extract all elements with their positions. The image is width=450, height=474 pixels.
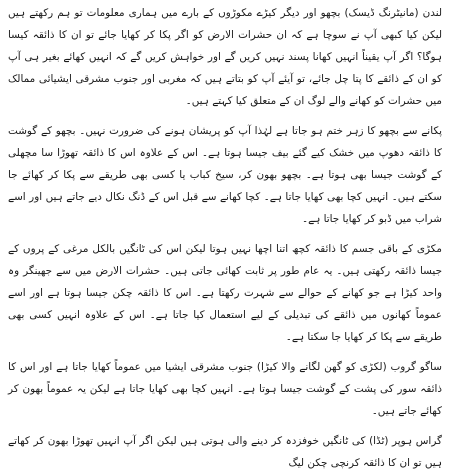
article-paragraph: ساگو گروب (لکڑی کو گھن لگانے والا کیڑا) جنوب مشرقی ایشیا میں عموماً کھایا جاتا ہے اور اس کا ذائقہ سور کی پشت کے گوشت جیسا ہوتا ہے۔ انہیں کچا بھی کھایا جاتا ہے لیکن یہ عموماً بھون کر کھائے جاتے ہیں۔ (8, 361, 442, 417)
article-paragraph: گراس ہوپر (ٹڈا) کی ٹانگیں خوفزدہ کر دینے والی ہوتی ہیں لیکن اگر آپ انہیں تھوڑا بھون کر کھاتے ہیں تو ان کا ذائقہ کرنچی چکن لیگ (8, 435, 442, 469)
article-paragraph: پکانے سے بچھو کا زہر ختم ہو جاتا ہے لہٰذا آپ کو پریشان ہونے کی ضرورت نہیں۔ بچھو کے گوشت کا ذائقہ دھوپ میں خشک کیے گئے بیف جیسا ہوتا ہے۔ اس کے علاوہ اس کا ذائقہ تھوڑا سا مچھلی کے گوشت جیسا بھی ہوتا ہے۔ بچھو بھون کر، سیخ کباب یا کسی بھی طریقے سے پکا کر کھائے جا سکتے ہیں۔ انہیں کچا بھی کھایا جاتا ہے۔ کچا کھانے سے قبل اس کے ڈنگ نکال دیے جاتے ہیں اور اسے شراب میں ڈبو کر کھایا جاتا ہے۔ (8, 125, 442, 225)
article-body (8, 2, 442, 469)
article-paragraph: لندن (مانیٹرنگ ڈیسک) بچھو اور دیگر کیڑے مکوڑوں کے بارے میں ہماری معلومات تو ہم رکھتے ہیں لیکن کیا کبھی آپ نے سوچا ہے کہ ان حشرات الارض کو اگر پکا کر کھایا جائے تو ان کا ذائقہ کیسا ہوگا؟ اگر آپ یقیناً انہیں کھانا پسند نہیں کریں گے اور خواہش کریں گے کہ انہیں کھائے بغیر ہی آپ کو ان کے ذائقے کا پتا چل جائے، تو آیئے آپ کو بتاتے ہیں کہ مغربی اور جنوب مشرقی ایشیائی ممالک میں حشرات کو کھانے والے لوگ ان کے متعلق کیا کہتے ہیں۔ (8, 7, 442, 107)
article-paragraph: مکڑی کے باقی جسم کا ذائقہ کچھ اتنا اچھا نہیں ہوتا لیکن اس کی ٹانگیں بالکل مرغی کے پروں کے جیسا ذائقہ رکھتی ہیں۔ یہ عام طور پر ثابت کھائی جاتی ہیں۔ حشرات الارض میں سے جھینگر وہ واحد کیڑا ہے جو کھانے کے حوالے سے شہرت رکھتا ہے۔ اس کا ذائقہ چکن جیسا ہوتا ہے اور اسے عموماً کھانوں میں ذائقے کی تبدیلی کے لیے استعمال کیا جاتا ہے۔ اس کے علاوہ انہیں کسی بھی طریقے سے پکا کر کھایا جا سکتا ہے۔ (8, 243, 442, 343)
